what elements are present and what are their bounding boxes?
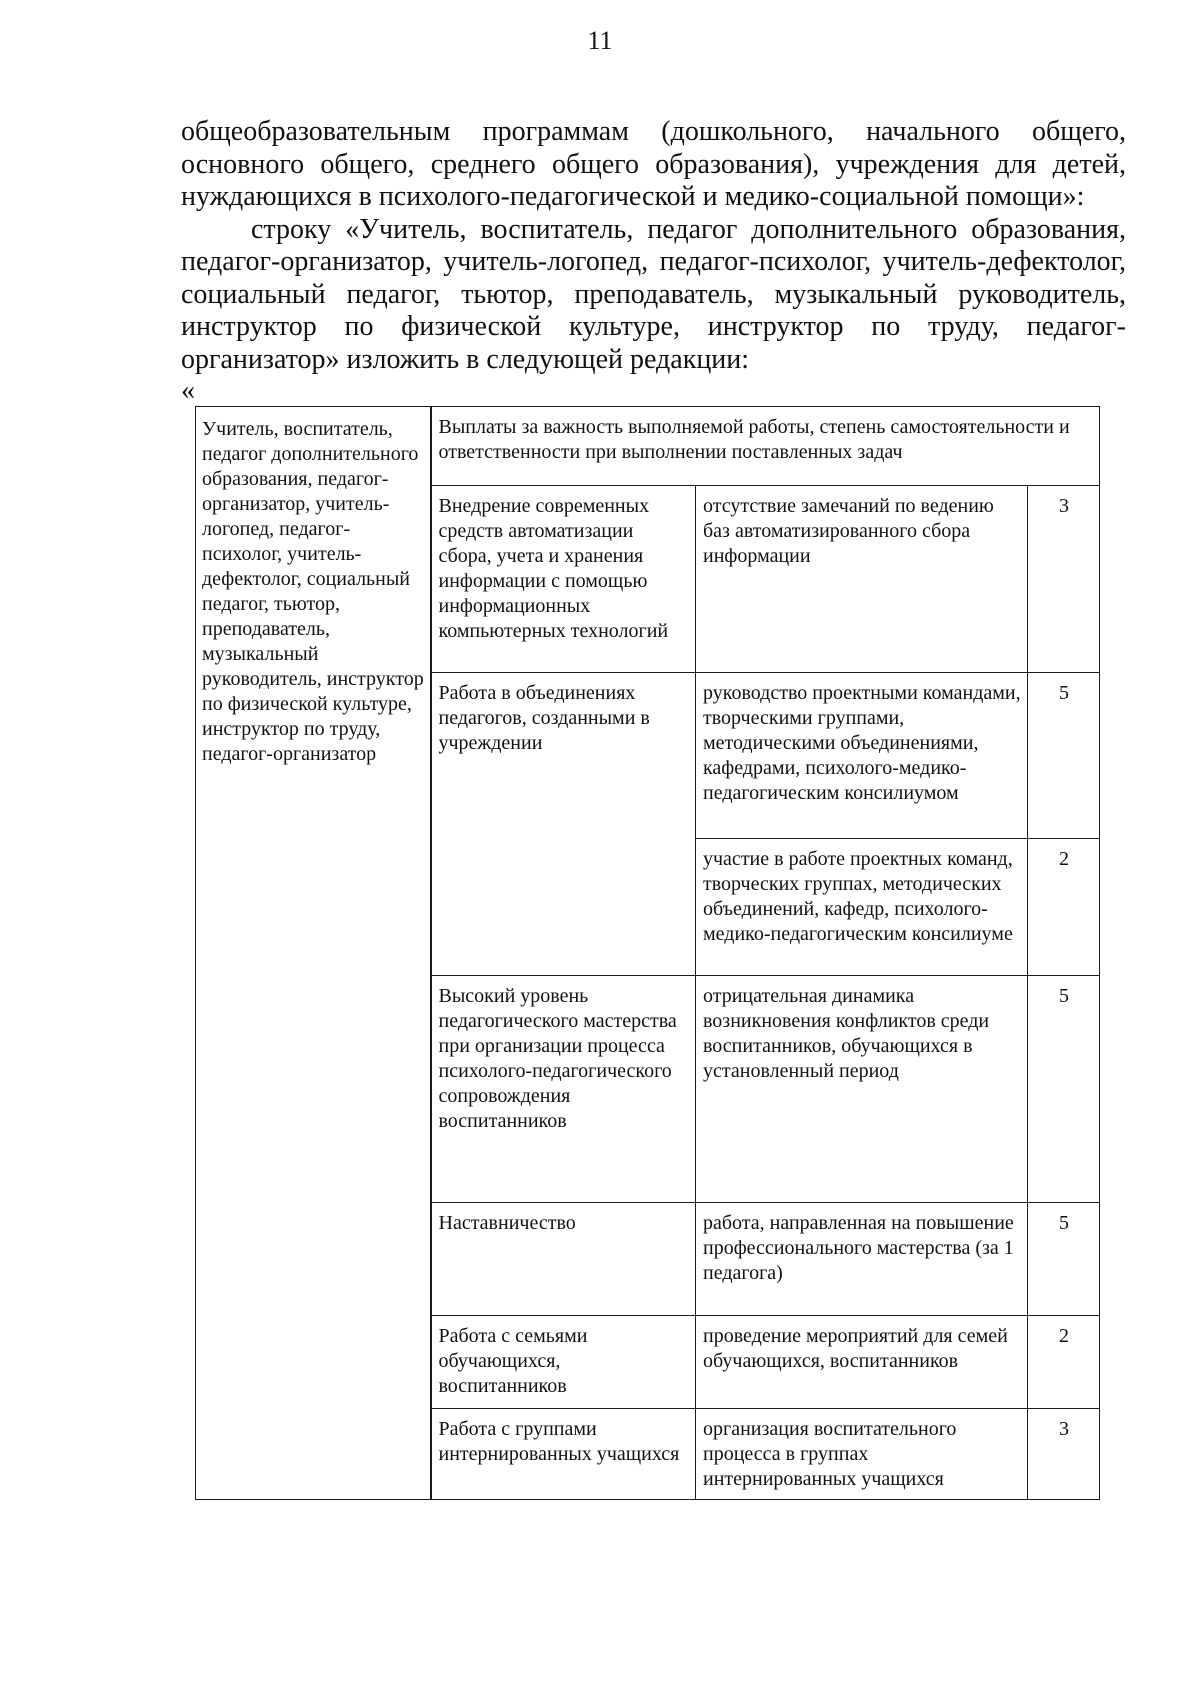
score-cell: 3 — [1028, 1409, 1100, 1500]
payment-type-cell: Выплаты за важность выполняемой работы, степень самостоятельности и ответственности при выполнении поставленных задач — [431, 407, 1100, 486]
score-cell: 5 — [1028, 1203, 1100, 1316]
indicator-cell: проведение мероприятий для семей обучающихся, воспитанников — [696, 1316, 1028, 1409]
indicator-cell: отрицательная динамика возникновения конфликтов среди воспитанников, обучающихся в установленный период — [696, 976, 1028, 1203]
score-cell: 2 — [1028, 839, 1100, 976]
indicator-cell: отсутствие замечаний по ведению баз автоматизированного сбора информации — [696, 486, 1028, 673]
paragraph-amendment: строку «Учитель, воспитатель, педагог дополнительного образования, педагог-организатор, учитель-логопед, педагог-психолог, учитель-дефектолог, социальный педагог, тьютор, преподаватель, музыкальный руководитель, инструктор по физической культуре, инструктор по труду, педагог-организатор» изложить в следующей редакции: — [181, 213, 1126, 375]
criterion-cell: Наставничество — [431, 1203, 696, 1316]
criterion-cell: Работа с семьями обучающихся, воспитанников — [431, 1316, 696, 1409]
page-number: 11 — [587, 26, 613, 55]
score-cell: 2 — [1028, 1316, 1100, 1409]
score-cell: 5 — [1028, 673, 1100, 839]
score-cell: 5 — [1028, 976, 1100, 1203]
criterion-cell: Внедрение современных средств автоматизации сбора, учета и хранения информации с помощью информационных компьютерных технологий — [431, 486, 696, 673]
indicator-cell: организация воспитательного процесса в группах интернированных учащихся — [696, 1409, 1028, 1500]
criterion-cell: Высокий уровень педагогического мастерства при организации процесса психолого-педагогического сопровождения воспитанников — [431, 976, 696, 1203]
position-title-cell: Учитель, воспитатель, педагог дополнительного образования, педагог-организатор, учитель-логопед, педагог-психолог, учитель-дефектолог, социальный педагог, тьютор, преподаватель, музыкальный руководитель, инструктор по физической культуре, инструктор по труду, педагог-организатор — [196, 407, 431, 1500]
indicator-cell: участие в работе проектных команд, творческих группах, методических объединений, кафедр, психолого-медико-педагогическим консилиуме — [696, 839, 1028, 976]
criterion-cell: Работа в объединениях педагогов, созданными в учреждении — [431, 673, 696, 976]
opening-quote: « — [181, 375, 195, 406]
paragraph-intro: общеобразовательным программам (дошкольного, начального общего, основного общего, среднего общего образования), учреждения для детей, нуждающихся в психолого-педагогической и медико-социальной помощи»: — [181, 116, 1126, 212]
table-header-row — [196, 407, 1100, 486]
payments-table — [195, 406, 1100, 1500]
score-cell: 3 — [1028, 486, 1100, 673]
criterion-cell: Работа с группами интернированных учащихся — [431, 1409, 696, 1500]
indicator-cell: руководство проектными командами, творческими группами, методическими объединениями, кафедрами, психолого-медико-педагогическим консилиумом — [696, 673, 1028, 839]
indicator-cell: работа, направленная на повышение профессионального мастерства (за 1 педагога) — [696, 1203, 1028, 1316]
body-text — [181, 116, 1126, 376]
